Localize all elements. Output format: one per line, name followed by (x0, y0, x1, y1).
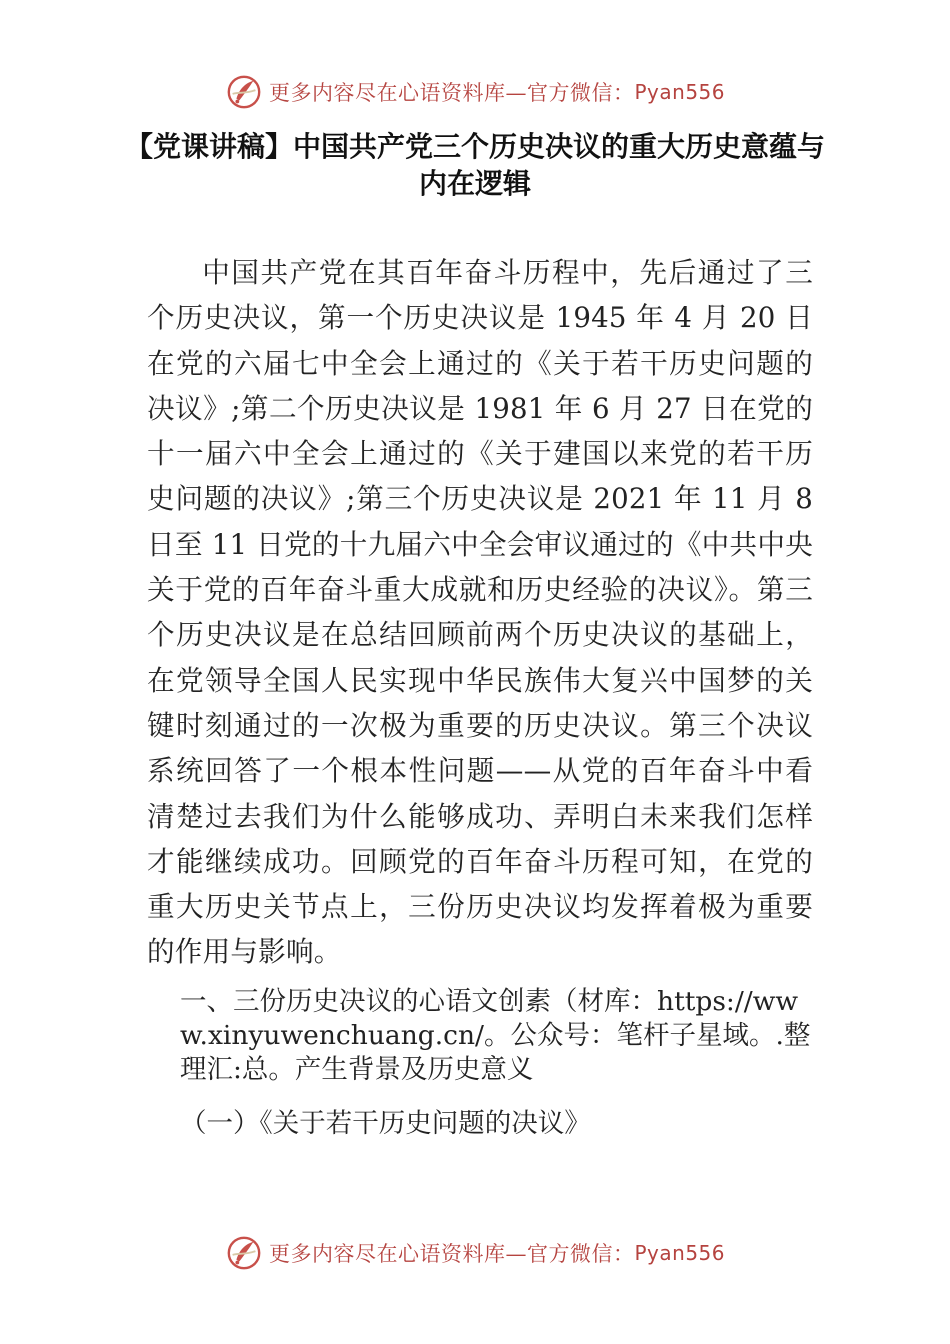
brand-logo-icon (225, 1234, 263, 1272)
header-banner-text: 更多内容尽在心语资料库—官方微信： (268, 81, 635, 105)
subsection-heading: （一）《关于若干历史问题的决议》 (180, 1108, 591, 1139)
footer-wechat-id: Pyan556 (634, 1241, 725, 1265)
document-title: 【党课讲稿】中国共产党三个历史决议的重大历史意蕴与内在逻辑 (124, 130, 825, 200)
header-wechat-id: Pyan556 (634, 80, 725, 104)
header-banner (0, 72, 950, 112)
footer-banner-text: 更多内容尽在心语资料库—官方微信： (268, 1242, 635, 1266)
section-heading: 一、三份历史决议的心语文创素（材库：https://www.xinyuwenchuang.cn/。公众号：笔杆子星域。.整理汇:总。产生背景及历史意义 (180, 986, 811, 1085)
footer-banner (0, 1233, 950, 1273)
body-paragraph: 中国共产党在其百年奋斗历程中，先后通过了三个历史决议，第一个历史决议是 1945 年 4 月 20 日在党的六届七中全会上通过的《关于若干历史问题的决议》;第二个历史决议是 1981 年 6 月 27 日在党的十一届六中全会上通过的《关于建国以来党的若干历史问题的决议》;第三个历史决议是 2021 年 11 月 8 日至 11 日党的十九届六中全会审议通过的《中共中央关于党的百年奋斗重大成就和历史经验的决议》。第三个历史决议是在总结回顾前两个历史决议的基础上，在党领导全国人民实现中华民族伟大复兴中国梦的关键时刻通过的一次极为重要的历史决议。第三个决议系统回答了一个根本性问题——从党的百年奋斗中看清楚过去我们为什么能够成功、弄明白未来我们怎样才能继续成功。回顾党的百年奋斗历程可知，在党的重大历史关节点上，三份历史决议均发挥着极为重要的作用与影响。 (147, 256, 813, 969)
brand-logo-icon (225, 73, 263, 111)
